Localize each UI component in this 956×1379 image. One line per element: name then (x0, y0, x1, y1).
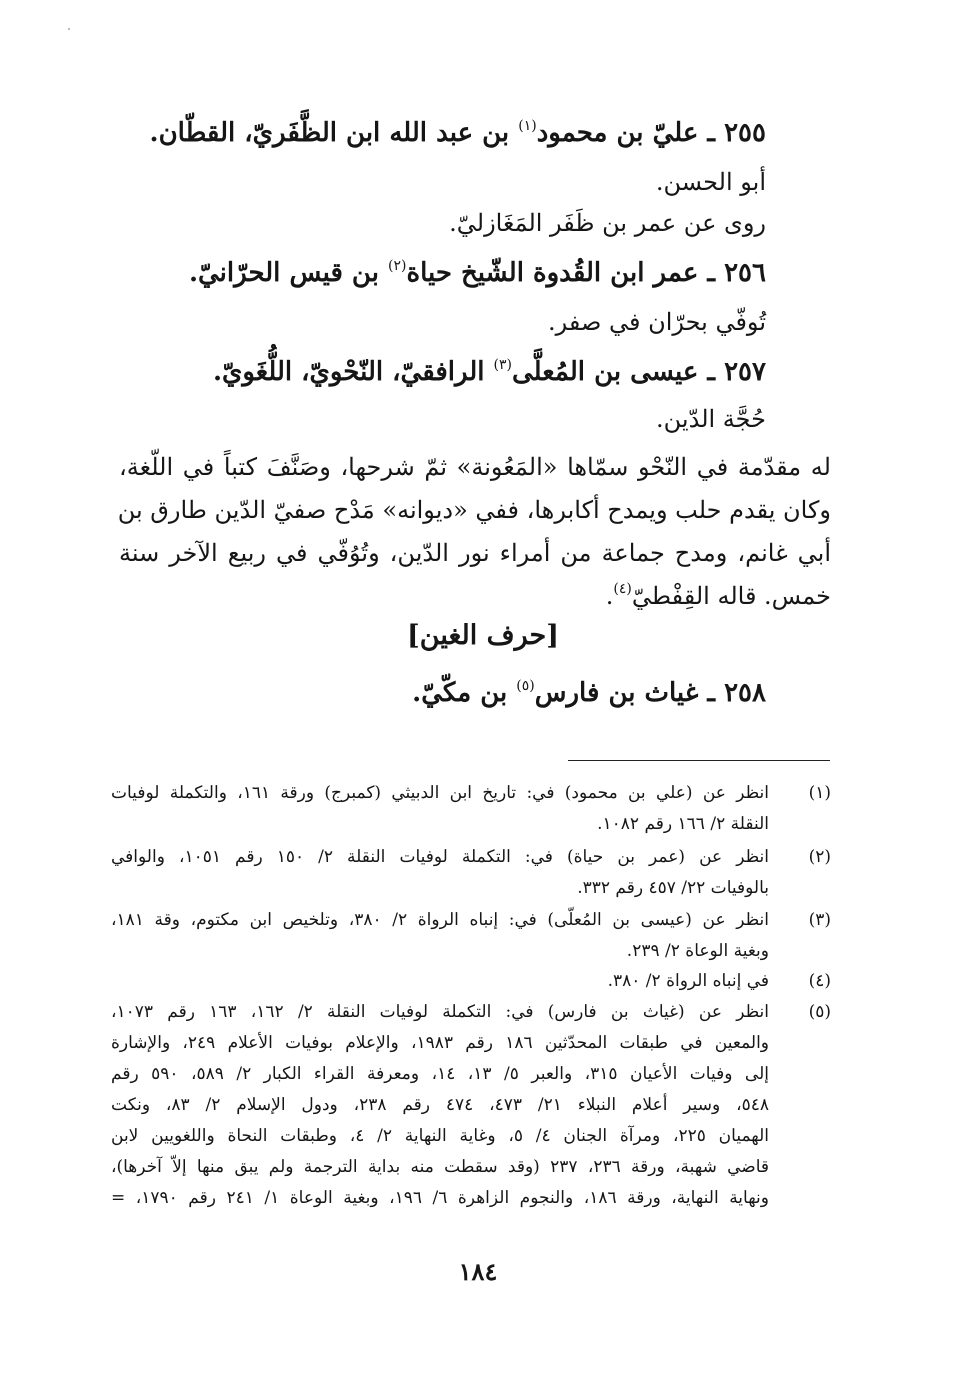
footnote-ref-4[interactable]: (٤) (613, 581, 632, 597)
footnote-text (111, 997, 769, 1214)
entry-257-paragraph (119, 446, 831, 618)
footnote-5 (111, 997, 831, 1214)
footnote-text (111, 905, 769, 967)
footnote-line: قاضي شهبة، ورقة ٢٣٦، ٢٣٧ (وقد سقطت منه بداية الترجمة ولم يبق منها إلاّ آخرها)، (111, 1157, 770, 1177)
entry-257-heading-a: ٢٥٧ ـ عيسى بن المُعلَّى (512, 357, 766, 387)
footnote-line: في إنباه الرواة ٢/ ٣٨٠. (607, 971, 769, 991)
footnote-separator (568, 760, 830, 761)
entry-258-heading-a: ٢٥٨ ـ غياث بن فارس (534, 678, 766, 708)
footnote-line: ونهاية النهاية، ورقة ١٨٦، والنجوم الزاهرة ٦/ ١٩٦، وبغية الوعاة ١/ ٢٤١ رقم ١٧٩٠، = (111, 1188, 769, 1208)
entry-255-heading-b: بن عبد الله ابن الظَّفَريّ، القطّان. (149, 118, 519, 148)
footnote-4 (111, 966, 831, 997)
footnote-line: انظر عن (علي بن محمود) في: تاريخ ابن الدبيثي (كمبرج) ورقة ١٦١، والتكملة لوفيات (111, 783, 769, 803)
entry-255-line-1: أبو الحسن. (655, 168, 766, 196)
entry-256-heading-a: ٢٥٦ ـ عمر ابن القُدوة الشّيخ حياة (406, 258, 766, 288)
footnote-line: وبغية الوعاة ٢/ ٢٣٩. (626, 941, 769, 961)
entry-255-heading-a: ٢٥٥ ـ عليّ بن محمود (536, 118, 766, 148)
footnote-line: انظر عن (عيسى بن المُعلّى) في: إنباه الرواة ٢/ ٣٨٠، وتلخيص ابن مكتوم، وقة ١٨١، (111, 910, 769, 930)
entry-257-heading-b: الرافقيّ، النّحْويّ، اللُّغَويّ. (212, 357, 494, 387)
footnote-number: (٢) (808, 847, 831, 867)
paragraph-last-text: خمس. قاله القِفْطيّ (631, 582, 831, 610)
footnote-ref-2[interactable]: (٢) (388, 258, 407, 274)
footnote-3 (111, 905, 831, 967)
footnote-2 (111, 842, 831, 904)
entry-257-line-1: حُجَّة الدّين. (656, 405, 766, 433)
footnote-line: انظر عن (غياث بن فارس) في: التكملة لوفيات النقلة ٢/ ١٦٢، ١٦٣ رقم ١٠٧٣، (111, 1002, 769, 1022)
scan-speck (68, 28, 70, 30)
footnote-number: (٥) (808, 1002, 831, 1022)
footnote-text (111, 778, 769, 840)
footnote-line: ٥٤٨، وسير أعلام النبلاء ٢١/ ٤٧٣، ٤٧٤ رقم ٢٣٨، ودول الإسلام ٢/ ٨٣، ونكت (111, 1095, 770, 1115)
footnote-ref-3[interactable]: (٣) (493, 357, 513, 373)
entry-255-line-2: روى عن عمر بن ظَفَر المَغَازليّ. (449, 209, 766, 237)
footnote-ref-5[interactable]: (٥) (516, 678, 535, 694)
entry-256-heading (189, 258, 766, 288)
entry-258-heading-b: بن مكّيّ. (412, 678, 517, 708)
paragraph-line: وكان يقدم حلب ويمدح أكابرها، ففي «ديوانه» مَدْح صفيّ الدّين طارق بن (117, 496, 831, 524)
footnote-text (111, 966, 769, 997)
page-number: ١٨٤ (458, 1257, 498, 1286)
footnote-text (111, 842, 769, 904)
footnote-number: (١) (808, 783, 831, 803)
paragraph-last-line (119, 575, 831, 618)
footnote-line: إلى وفيات الأعيان ٣١٥، والعبر ٥/ ١٣، ١٤، ومعرفة القراء الكبار ٢/ ٥٨٩، ٥٩٠ رقم (111, 1064, 769, 1084)
entry-256-heading-b: بن قيس الحرّانيّ. (188, 258, 388, 288)
paragraph-last-end: . (605, 582, 614, 610)
footnote-line: بالوفيات ٢٢/ ٤٥٧ رقم ٣٣٢. (577, 878, 769, 898)
footnote-1 (111, 778, 831, 840)
entry-255-heading (150, 118, 766, 148)
footnote-line: والمعين في طبقات المحدّثين ١٨٦ رقم ١٩٨٣، والإعلام بوفيات الأعلام ٢٤٩، والإشارة (111, 1033, 770, 1053)
footnote-line: انظر عن (عمر بن حياة) في: التكملة لوفيات النقلة ٢/ ١٥٠ رقم ١٠٥١، والوافي (111, 847, 769, 867)
entry-256-line-1: تُوفّي بحرّان في صفر. (547, 308, 766, 336)
footnote-number: (٤) (808, 971, 831, 991)
footnote-line: النقلة ٢/ ١٦٦ رقم ١٠٨٢. (597, 814, 769, 834)
section-title: [حرف الغين] (407, 620, 559, 651)
footnote-line: الهميان ٢٢٥، ومرآة الجنان ٤/ ٥، وغاية النهاية ٢/ ٤، وطبقات النحاة واللغويين لابن (111, 1126, 770, 1146)
entry-258-heading (412, 678, 766, 708)
paragraph-line: أبي غانم، ومدح جماعة من أمراء نور الدّين، وتُوُفّي في ربيع الآخر سنة (119, 539, 831, 567)
entry-257-heading (213, 357, 766, 387)
footnote-ref-1[interactable]: (١) (518, 118, 537, 134)
footnote-number: (٣) (808, 910, 831, 930)
paragraph-line: له مقدّمة في النّحْو سمّاها «المَعُونة» ثمّ شرحها، وصَنَّفَ كتباً في اللّغة، (119, 453, 831, 481)
